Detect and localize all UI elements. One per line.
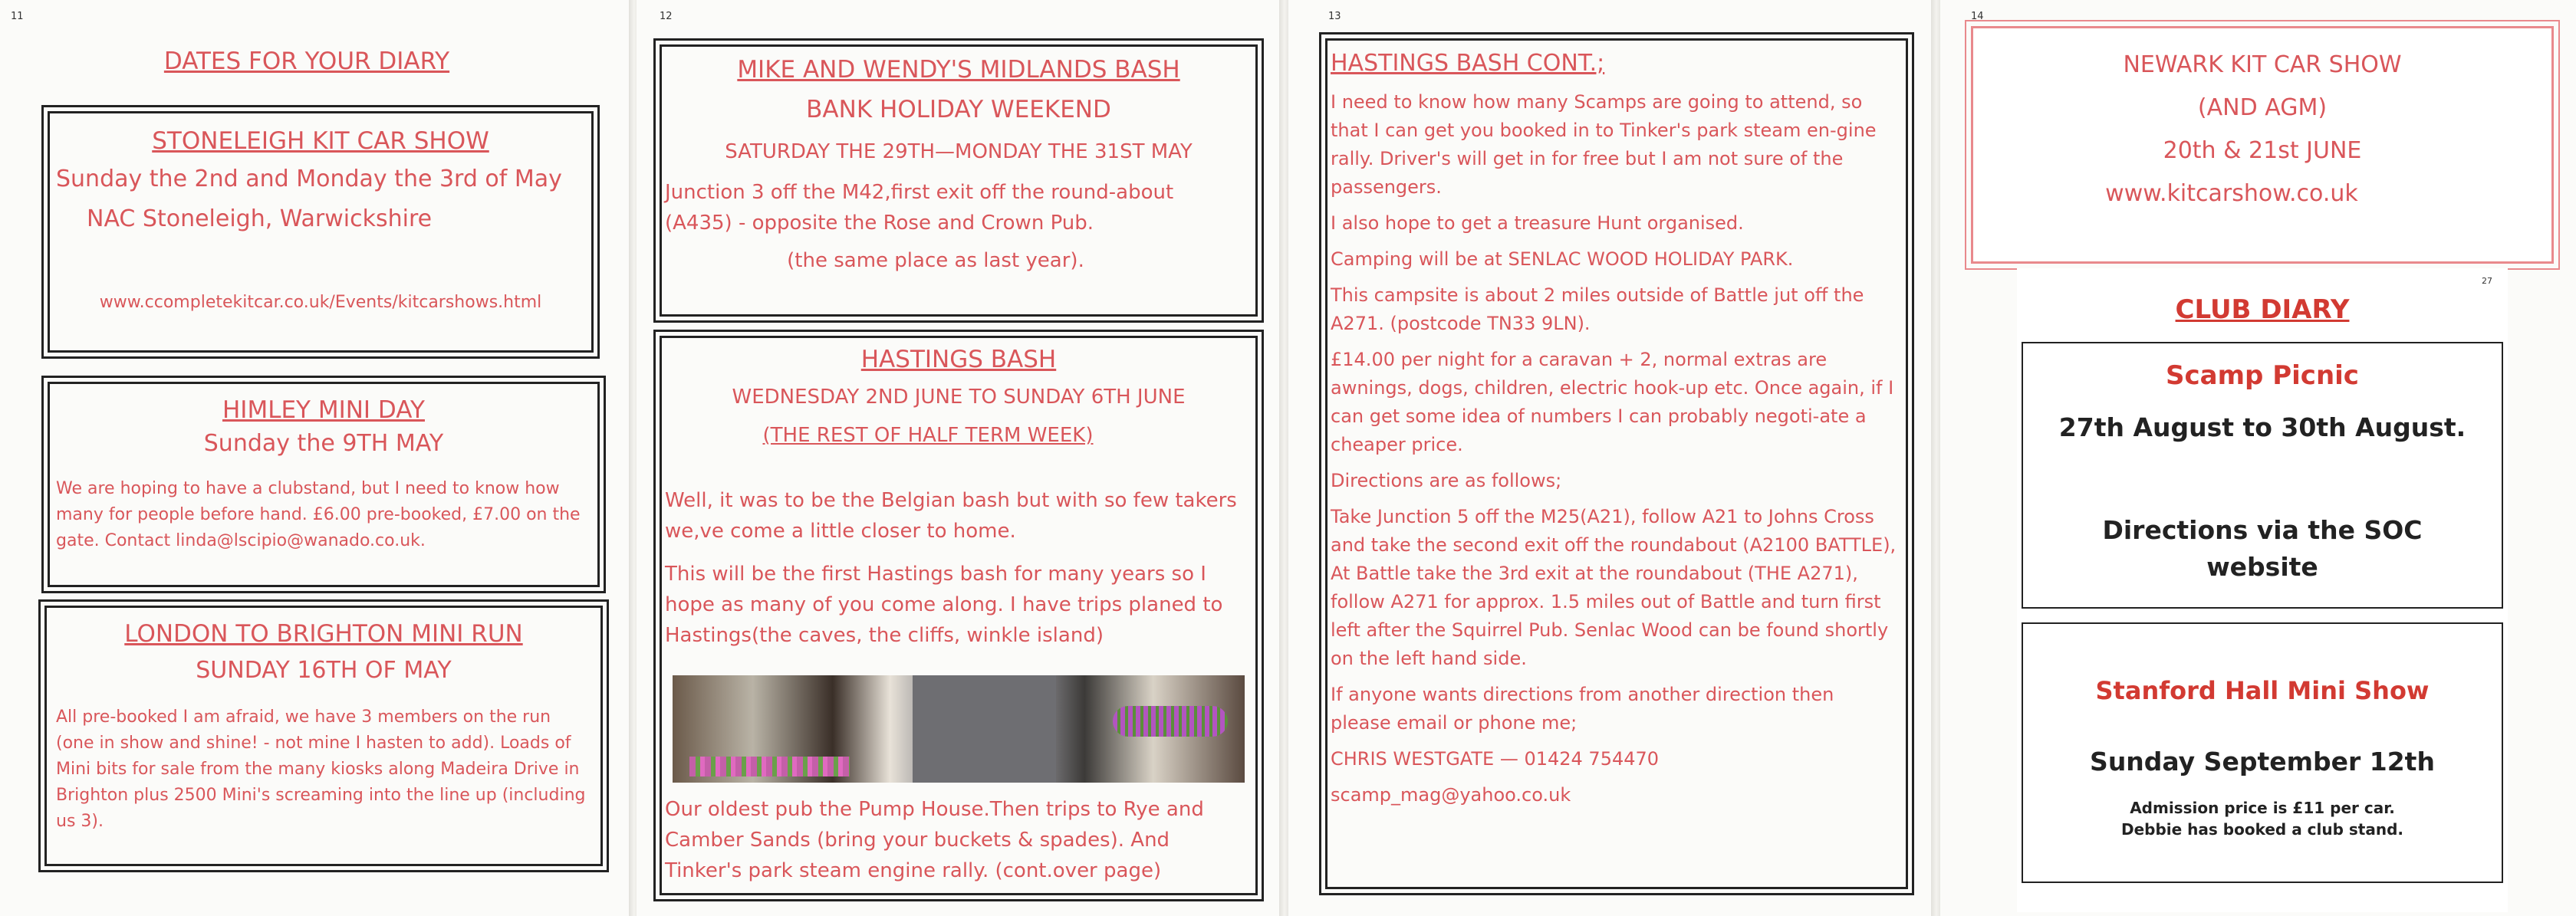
newark-text [1973,44,2551,215]
hastings-title: HASTINGS BASH [860,346,1057,373]
london-date: SUNDAY 16TH OF MAY [196,657,452,684]
page-13 [1288,0,1933,916]
london-title: LONDON TO BRIGHTON MINI RUN [124,620,523,648]
stanford-date: Sunday September 12th [2090,747,2435,776]
contact-name: CHRIS WESTGATE — 01424 754470 [1331,748,1660,770]
stoneleigh-url: www.ccompletekitcar.co.uk/Events/kitcarshows.html [99,293,542,312]
london-box [44,606,603,866]
page-12 [637,0,1281,916]
picnic-dates: 27th August to 30th August. [2058,412,2466,442]
newark-line4: www.kitcarshow.co.uk [2105,180,2358,207]
hastings-photo [673,675,1245,783]
hastings-cont-box [1325,38,1908,889]
paragraph: Take Junction 5 off the M25(A21), follow A21 to Johns Cross and take the second exit off the roundabout (A2100 BATTLE), At Battle take the 3rd exit at the roundabout (THE A271), follow A271 for approx. 1.5 miles out of Battle and turn first left after the Squirrel Pub. Senlac Wood can be found shortly on the left hand side. [1331,506,1897,669]
midlands-body: Junction 3 off the M42,first exit off the round-about (A435) - opposite the Rose and Crown Pub. [665,181,1174,235]
newark-box [1971,26,2554,264]
stoneleigh-venue: NAC Stoneleigh, Warwickshire [87,205,433,232]
page-14 [1940,0,2576,916]
midlands-box [660,44,1258,317]
contact-email: scamp_mag@yahoo.co.uk [1331,784,1571,806]
midlands-title: MIKE AND WENDY'S MIDLANDS BASH [737,56,1180,84]
midlands-note: (the same place as last year). [787,249,1084,272]
midlands-line1: BANK HOLIDAY WEEKEND [806,96,1111,123]
hastings-para2: This will be the first Hastings bash for many years so I hope as many of you come along. I have trips planed to Hastings(the caves, the cliffs, winkle island) [665,563,1223,647]
himley-body: We are hoping to have a clubstand, but I need to know how many for people before hand. £6.00 pre-booked, £7.00 on the gate. Contact linda@lscipio@wanado.co.uk. [56,479,581,550]
hastings-para3: Our oldest pub the Pump House.Then trips to Rye and Camber Sands (bring your buckets & spades). And Tinker's park steam engine rally. (cont.over page) [665,798,1204,882]
club-diary-title: CLUB DIARY [2175,294,2350,325]
picnic-directions: Directions via the SOC website [2102,515,2423,582]
newark-line3: 20th & 21st JUNE [2163,137,2362,164]
stanford-stand: Debbie has booked a club stand. [2121,820,2403,839]
hastings-cont-body [1331,88,1898,817]
page-number: 12 [660,11,673,22]
page-number: 13 [1328,11,1341,22]
stoneleigh-title: STONELEIGH KIT CAR SHOW [152,127,489,155]
stoneleigh-box [48,111,594,353]
page-title: DATES FOR YOUR DIARY [163,48,450,75]
paragraph: I also hope to get a treasure Hunt organised. [1331,212,1744,234]
paragraph: Directions are as follows; [1331,470,1562,491]
himley-box [48,382,600,587]
hastings-para1: Well, it was to be the Belgian bash but with so few takers we,ve come a little closer to home. [665,489,1237,543]
newark-line1: NEWARK KIT CAR SHOW [2123,51,2402,78]
himley-title: HIMLEY MINI DAY [222,396,425,424]
page-11 [0,0,629,916]
paragraph: If anyone wants directions from another direction then please email or phone me; [1331,684,1834,734]
newark-line2: (AND AGM) [2197,94,2328,121]
london-body: All pre-booked I am afraid, we have 3 members on the run (one in show and shine! - not mine I hasten to add). Loads of Mini bits for sale from the many kiosks along Madeira Drive in Brighton plus 2500 Mini's screaming into the line up (including us 3). [56,708,586,831]
hastings-sub: (THE REST OF HALF TERM WEEK) [762,424,1094,447]
page-number: 11 [11,11,24,22]
paragraph: This campsite is about 2 miles outside of Battle jut off the A271. (postcode TN33 9LN). [1331,284,1864,334]
club-diary-page [2017,268,2508,912]
stanford-title: Stanford Hall Mini Show [2095,676,2430,705]
hastings-dates: WEDNESDAY 2ND JUNE TO SUNDAY 6TH JUNE [732,386,1186,409]
paragraph: £14.00 per night for a caravan + 2, normal extras are awnings, dogs, children, electric hook-up etc. Once again, if I can get some idea of numbers I can probably negoti-ate a cheaper price. [1331,349,1894,455]
hastings-cont-title: HASTINGS BASH CONT.; [1331,50,1605,77]
inner-page-number: 27 [2482,276,2492,286]
midlands-line2: SATURDAY THE 29TH—MONDAY THE 31ST MAY [725,140,1193,163]
stanford-box [2022,622,2503,883]
stanford-price: Admission price is £11 per car. [2130,799,2395,817]
hastings-box [660,336,1258,895]
paragraph: Camping will be at SENLAC WOOD HOLIDAY PARK. [1331,248,1794,270]
stoneleigh-dates: Sunday the 2nd and Monday the 3rd of May [56,166,562,192]
picnic-box [2022,342,2503,609]
paragraph: I need to know how many Scamps are going to attend, so that I can get you booked in to Tinker's park steam en-gine rally. Driver's will get in for free but I am not sure of the passengers. [1331,91,1877,198]
picnic-title: Scamp Picnic [2166,360,2359,391]
himley-date: Sunday the 9TH MAY [203,430,444,457]
page-number: 14 [1971,11,1984,22]
